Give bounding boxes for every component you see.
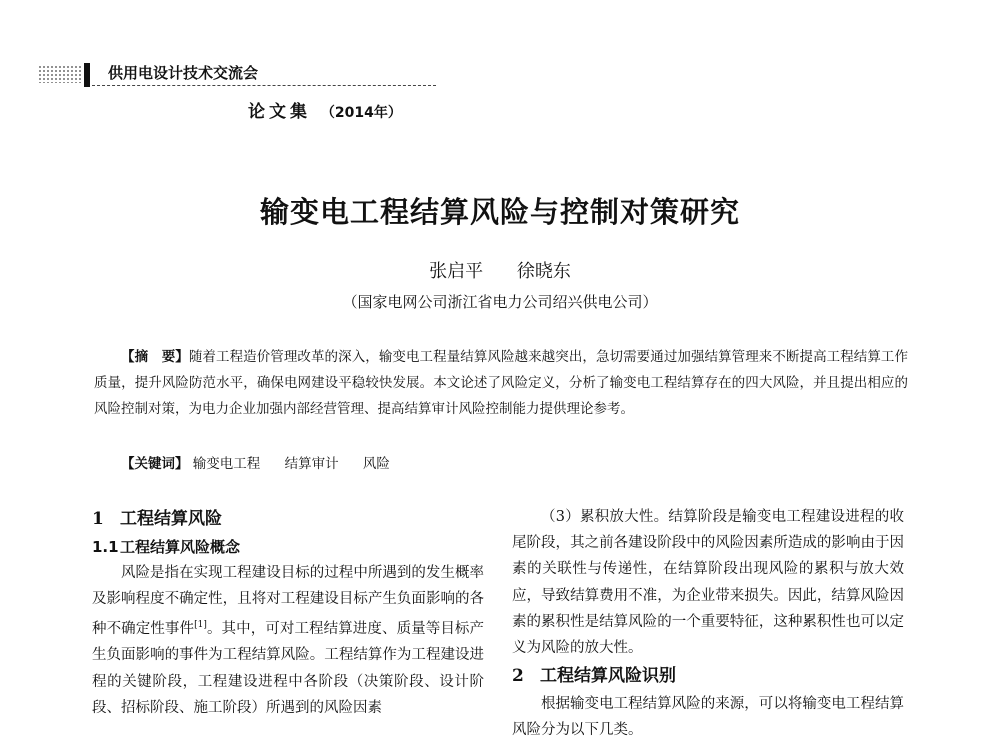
keyword-1: 输变电工程 [192, 456, 261, 472]
keyword-2: 结算审计 [284, 456, 339, 472]
collection-title [248, 97, 402, 122]
header-bar [84, 63, 90, 87]
paragraph-identification: 根据输变电工程结算风险的来源，可以将输变电工程结算风险分为以下几类。 [512, 696, 904, 739]
subsection-1-1-title: 工程结算风险概念 [120, 538, 241, 556]
section-1-title: 工程结算风险 [120, 509, 222, 529]
subsection-1-1-number: 1.1 [92, 538, 119, 556]
paragraph-risk-definition [92, 560, 484, 721]
left-column [92, 504, 484, 721]
author-1: 张启平 [429, 261, 484, 282]
keywords-label: 【关键词】 [121, 456, 189, 472]
header-dot-pattern [38, 65, 82, 83]
conference-name: 供用电设计技术交流会 [108, 64, 259, 82]
section-2-heading [512, 661, 904, 691]
header-divider [92, 85, 436, 86]
paragraph-text-b: 。其中，可对工程结算进度、质量等目标产生负面影响的事件为工程结算风险。工程结算作为工程建设进程的关键阶段，工程建设进程中各阶段（决策阶段、设计阶段、招标阶段、施工阶段）所遇到的风险因素 [92, 621, 485, 716]
authors [0, 257, 1000, 283]
section-1-heading [92, 504, 484, 534]
paragraph-text-a: 风险是指在实现工程建设目标的过程中所遇到的发生概率及影响程度不确定性，且将对工程建设目标产生负面影响的各种不确定性事件 [92, 565, 484, 638]
section-1-number: 1 [92, 509, 104, 529]
paper-title: 输变电工程结算风险与控制对策研究 [259, 195, 740, 229]
right-column [512, 504, 904, 744]
section-2-number: 2 [512, 666, 524, 687]
keywords [121, 452, 410, 472]
paragraph-accumulation: （3）累积放大性。结算阶段是输变电工程建设进程的收尾阶段，其之前各建设阶段中的风险因素所造成的影响由于因素的关联性与传递性，在结算阶段出现风险的累积与放大效应，导致结算费用不准，为企业带来损失。因此，结算风险因素的累积性是结算风险的一个重要特征，这种累积性也可以定义为风险的放大性。 [512, 509, 904, 657]
abstract-text: 随着工程造价管理改革的深入，输变电工程量结算风险越来越突出，急切需要通过加强结算管理来不断提高工程结算工作质量，提升风险防范水平，确保电网建设平稳较快发展。本文论述了风险定义，分析了输变电工程结算存在的四大风险，并且提出相应的风险控制对策，为电力企业加强内部经营管理、提高结算审计风险控制能力提供理论参考。 [94, 349, 909, 417]
abstract-label: 【摘 要】 [121, 349, 189, 365]
keyword-3: 风险 [362, 456, 390, 472]
header-mark [38, 63, 92, 85]
collection-year: （2014年） [320, 105, 402, 121]
abstract [94, 344, 908, 422]
author-2: 徐晓东 [516, 261, 571, 282]
citation-1: [1] [194, 620, 207, 631]
affiliation: （国家电网公司浙江省电力公司绍兴供电公司） [342, 293, 658, 311]
subsection-1-1-heading [92, 534, 484, 560]
section-2-title: 工程结算风险识别 [540, 666, 676, 687]
collection-label: 论文集 [248, 102, 311, 122]
